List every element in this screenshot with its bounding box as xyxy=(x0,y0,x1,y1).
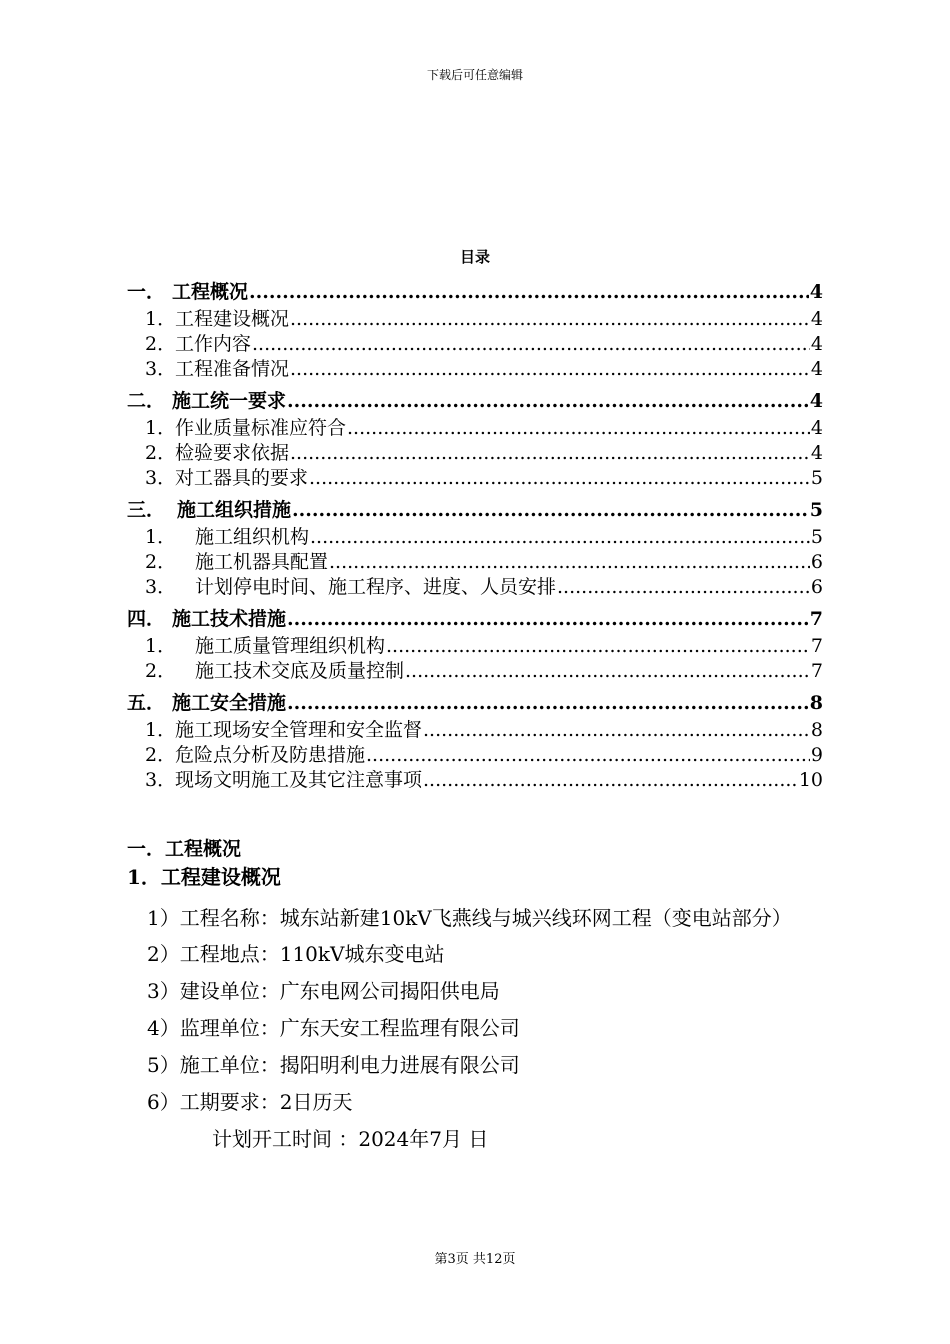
toc-page: 5 xyxy=(810,526,823,548)
construction-unit-paragraph: 3）建设单位：广东电网公司揭阳供电局 xyxy=(147,979,500,1003)
toc-number: 3． xyxy=(145,576,177,598)
toc-leader xyxy=(386,634,810,659)
supervision-unit-paragraph: 4）监理单位：广东天安工程监理有限公司 xyxy=(147,1016,520,1040)
toc-number: 3． xyxy=(145,467,177,489)
toc-leader xyxy=(249,278,809,307)
toc-page: 4 xyxy=(809,281,823,303)
toc-number: 三． xyxy=(127,499,166,521)
toc-page: 7 xyxy=(810,660,823,682)
toc-text: 作业质量标准应符合 xyxy=(175,417,347,439)
toc-title: 目录 xyxy=(459,248,490,266)
toc-entry-3-3[interactable] xyxy=(127,575,823,600)
toc-number: 2． xyxy=(145,333,177,355)
toc-leader xyxy=(310,525,810,550)
toc-page: 5 xyxy=(809,499,823,521)
toc-number: 3． xyxy=(145,769,177,791)
toc-number: 1． xyxy=(145,417,177,439)
toc-leader xyxy=(252,332,810,357)
toc-page: 4 xyxy=(810,358,823,380)
toc-page: 6 xyxy=(810,576,823,598)
toc-page: 4 xyxy=(810,442,823,464)
toc-number: 2． xyxy=(145,442,177,464)
toc-leader xyxy=(287,689,809,718)
table-of-contents xyxy=(127,278,823,793)
toc-leader xyxy=(309,466,810,491)
toc-number: 3． xyxy=(145,358,177,380)
toc-entry-4-2[interactable] xyxy=(127,659,823,684)
header-note: 下载后可任意编辑 xyxy=(426,68,523,82)
toc-entry-3-1[interactable] xyxy=(127,525,823,550)
project-location-paragraph: 2）工程地点：110kV城东变电站 xyxy=(147,942,445,966)
toc-page: 4 xyxy=(809,390,823,412)
document-body xyxy=(127,836,827,1158)
toc-page: 4 xyxy=(810,308,823,330)
schedule-requirement-paragraph: 6）工期要求：2日历天 xyxy=(147,1090,353,1114)
toc-entry-2-1[interactable] xyxy=(127,416,823,441)
toc-text: 施工机器具配置 xyxy=(195,551,329,573)
toc-number: 2． xyxy=(145,744,177,766)
toc-text: 危险点分析及防患措施 xyxy=(175,744,366,766)
toc-entry-5-2[interactable] xyxy=(127,743,823,768)
toc-page: 4 xyxy=(810,417,823,439)
project-name-paragraph: 1）工程名称：城东站新建10kV飞燕线与城兴线环网工程（变电站部分） xyxy=(147,906,792,930)
toc-text: 施工技术措施 xyxy=(172,608,287,630)
toc-page: 7 xyxy=(810,635,823,657)
toc-page: 4 xyxy=(810,333,823,355)
toc-text: 施工安全措施 xyxy=(172,692,287,714)
toc-page: 5 xyxy=(810,467,823,489)
toc-text: 施工组织机构 xyxy=(195,526,310,548)
toc-page: 10 xyxy=(798,769,823,791)
toc-number: 2． xyxy=(145,551,177,573)
toc-entry-section-3[interactable] xyxy=(127,496,823,525)
toc-number: 四． xyxy=(127,608,166,630)
toc-leader xyxy=(290,441,810,466)
toc-leader xyxy=(292,496,809,525)
toc-leader xyxy=(423,718,810,743)
toc-entry-2-3[interactable] xyxy=(127,466,823,491)
toc-text: 工程概况 xyxy=(172,281,249,303)
toc-number: 2． xyxy=(145,660,177,682)
toc-text: 工作内容 xyxy=(175,333,252,355)
toc-text: 对工器具的要求 xyxy=(175,467,309,489)
toc-leader xyxy=(366,743,810,768)
toc-leader xyxy=(290,357,810,382)
toc-entry-2-2[interactable] xyxy=(127,441,823,466)
toc-entry-section-4[interactable] xyxy=(127,605,823,634)
toc-number: 二． xyxy=(127,390,166,412)
toc-page: 9 xyxy=(810,744,823,766)
toc-text: 施工统一要求 xyxy=(172,390,287,412)
toc-entry-5-3[interactable] xyxy=(127,768,823,793)
toc-number: 一． xyxy=(127,281,166,303)
contractor-unit-paragraph: 5）施工单位：揭阳明利电力进展有限公司 xyxy=(147,1053,520,1077)
toc-text: 施工技术交底及质量控制 xyxy=(195,660,405,682)
toc-leader xyxy=(347,416,810,441)
toc-text: 工程建设概况 xyxy=(175,308,290,330)
toc-entry-section-1[interactable] xyxy=(127,278,823,307)
toc-entry-1-3[interactable] xyxy=(127,357,823,382)
toc-entry-section-2[interactable] xyxy=(127,387,823,416)
toc-leader xyxy=(405,659,810,684)
toc-text: 施工组织措施 xyxy=(177,499,292,521)
toc-entry-4-1[interactable] xyxy=(127,634,823,659)
toc-entry-1-2[interactable] xyxy=(127,332,823,357)
toc-text: 计划停电时间、施工程序、进度、人员安排 xyxy=(195,576,557,598)
toc-number: 1． xyxy=(145,719,177,741)
toc-page: 8 xyxy=(810,719,823,741)
toc-page: 6 xyxy=(810,551,823,573)
toc-number: 1． xyxy=(145,308,177,330)
page-footer: 第3页 共12页 xyxy=(434,1252,516,1267)
section-heading: 一．工程概况 xyxy=(127,838,242,860)
toc-page: 8 xyxy=(809,692,823,714)
toc-entry-1-1[interactable] xyxy=(127,307,823,332)
toc-text: 施工现场安全管理和安全监督 xyxy=(175,719,423,741)
subsection-heading: 1．工程建设概况 xyxy=(127,865,281,889)
toc-entry-section-5[interactable] xyxy=(127,689,823,718)
toc-text: 施工质量管理组织机构 xyxy=(195,635,386,657)
toc-text: 检验要求依据 xyxy=(175,442,290,464)
toc-number: 1． xyxy=(145,635,177,657)
toc-leader xyxy=(287,605,809,634)
toc-text: 工程准备情况 xyxy=(175,358,290,380)
toc-leader xyxy=(329,550,810,575)
toc-text: 现场文明施工及其它注意事项 xyxy=(175,769,423,791)
toc-number: 五． xyxy=(127,692,166,714)
toc-leader xyxy=(557,575,810,600)
toc-page: 7 xyxy=(809,608,823,630)
toc-number: 1． xyxy=(145,526,177,548)
planned-start-paragraph: 计划开工时间 ：2024年7月 日 xyxy=(212,1127,489,1151)
toc-entry-5-1[interactable] xyxy=(127,718,823,743)
toc-entry-3-2[interactable] xyxy=(127,550,823,575)
toc-leader xyxy=(287,387,809,416)
toc-leader xyxy=(290,307,810,332)
toc-leader xyxy=(423,768,798,793)
